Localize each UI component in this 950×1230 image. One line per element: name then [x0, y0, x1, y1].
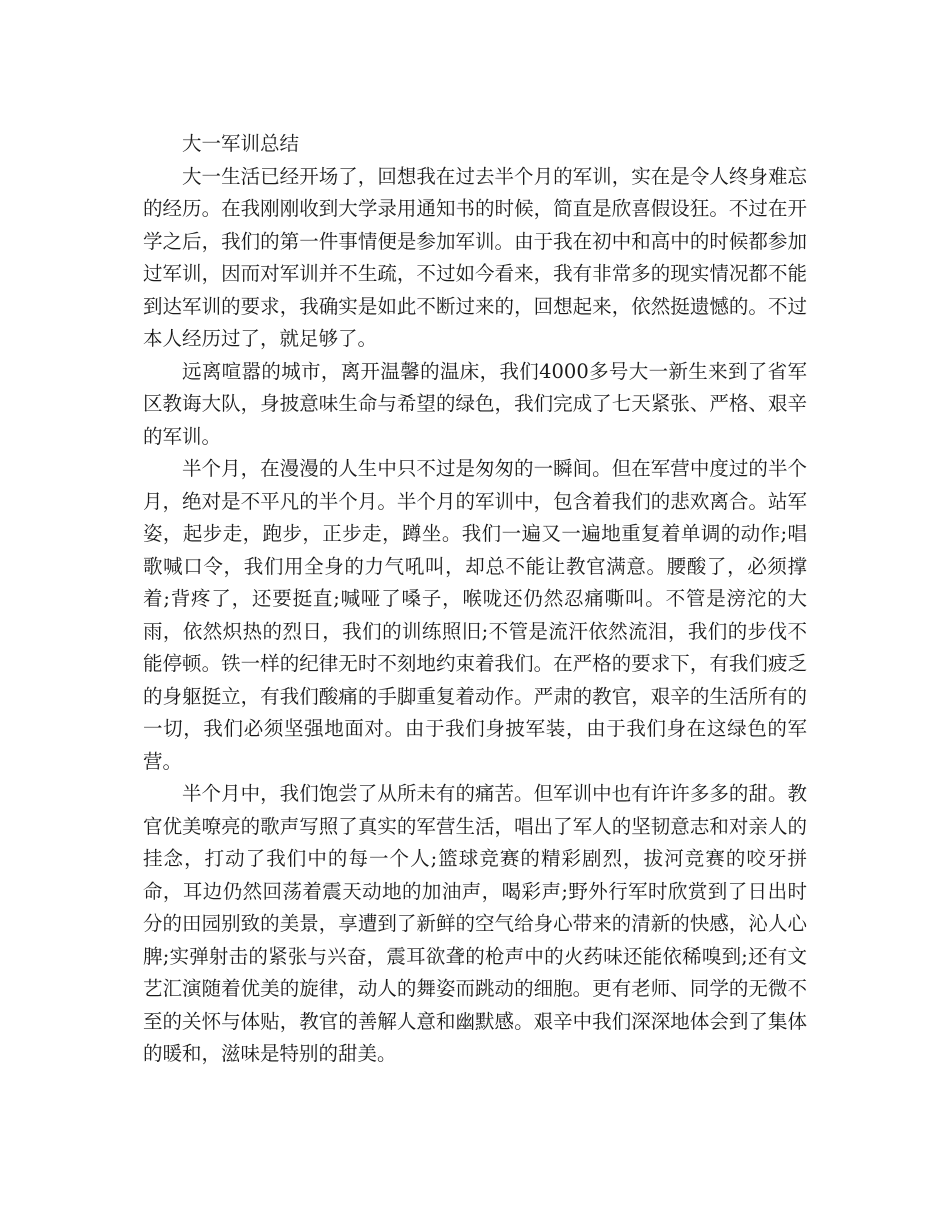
- paragraph-1: 大一生活已经开场了，回想我在过去半个月的军训，实在是令人终身难忘的经历。在我刚刚收到大学录用通知书的时候，简直是欣喜假设狂。不过在开学之后，我们的第一件事情便是参加军训。由于我在初中和高中的时候都参加过军训，因而对军训并不生疏，不过如今看来，我有非常多的现实情况都不能到达军训的要求，我确实是如此不断过来的，回想起来，依然挺遗憾的。不过本人经历过了，就足够了。: [143, 164, 807, 350]
- paragraph-2: 远离喧嚣的城市，离开温馨的温床，我们4000多号大一新生来到了省军区教诲大队，身披意味生命与希望的绿色，我们完成了七天紧张、严格、艰辛的军训。: [143, 359, 807, 448]
- document-title: 大一军训总结: [182, 132, 300, 155]
- paragraph-3: 半个月，在漫漫的人生中只不过是匆匆的一瞬间。但在军营中度过的半个月，绝对是不平凡的半个月。半个月的军训中，包含着我们的悲欢离合。站军姿，起步走，跑步，正步走，蹲坐。我们一遍又一遍地重复着单调的动作;唱歌喊口令，我们用全身的力气吼叫，却总不能让教官满意。腰酸了，必须撑着;背疼了，还要挺直;喊哑了嗓子，喉咙还仍然忍痛嘶叫。不管是滂沱的大雨，依然炽热的烈日，我们的训练照旧;不管是流汗依然流泪，我们的步伐不能停顿。铁一样的纪律无时不刻地约束着我们。在严格的要求下，有我们疲乏的身躯挺立，有我们酸痛的手脚重复着动作。严肃的教官，艰辛的生活所有的一切，我们必须坚强地面对。由于我们身披军装，由于我们身在这绿色的军营。: [143, 457, 807, 773]
- document-body: [143, 128, 807, 1071]
- paragraph-4: 半个月中，我们饱尝了从所未有的痛苦。但军训中也有许许多多的甜。教官优美嘹亮的歌声写照了真实的军营生活，唱出了军人的坚韧意志和对亲人的挂念，打动了我们中的每一个人;篮球竞赛的精彩剧烈，拔河竞赛的咬牙拼命，耳边仍然回荡着震天动地的加油声，喝彩声;野外行军时欣赏到了日出时分的田园别致的美景，享遭到了新鲜的空气给身心带来的清新的快感，沁人心脾;实弹射击的紧张与兴奋，震耳欲聋的枪声中的火药味还能依稀嗅到;还有文艺汇演随着优美的旋律，动人的舞姿而跳动的细胞。更有老师、同学的无微不至的关怀与体贴，教官的善解人意和幽默感。艰辛中我们深深地体会到了集体的暖和，滋味是特别的甜美。: [143, 782, 807, 1065]
